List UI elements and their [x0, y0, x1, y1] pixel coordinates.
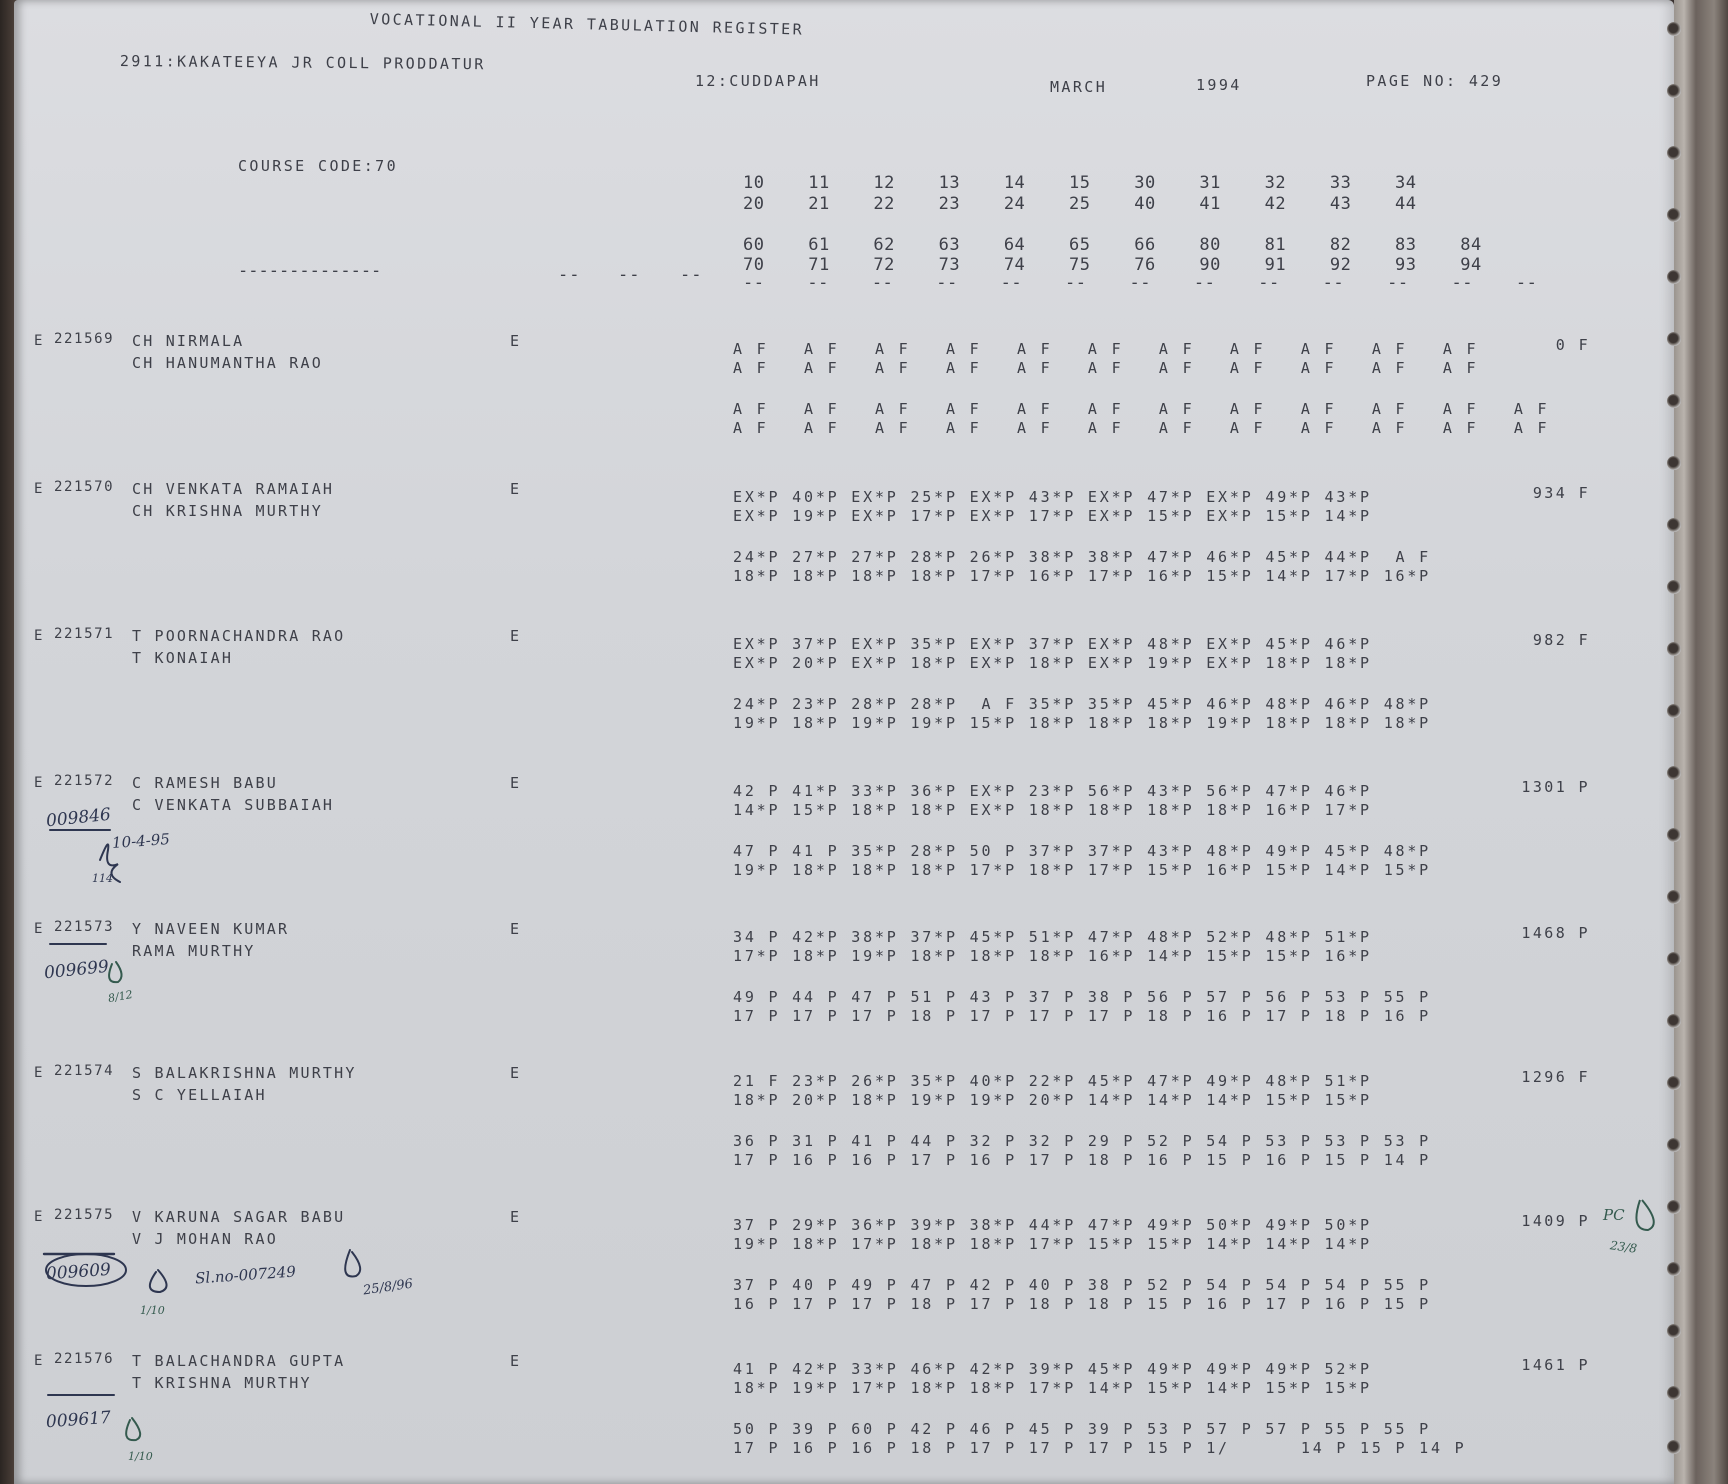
marks-line-3: 36 P 31 P 41 P 44 P 32 P 32 P 29 P 52 P 54 P 53 P 53 P 53 P: [733, 1132, 1432, 1150]
marks-line-3: 37 P 40 P 49 P 47 P 42 P 40 P 38 P 52 P 54 P 54 P 54 P 55 P: [733, 1276, 1432, 1294]
total-result: 934 F: [1532, 484, 1590, 502]
medium-code: E: [510, 1208, 522, 1226]
student-name: Y NAVEEN KUMAR: [132, 920, 290, 938]
marks-line-3: A F A F A F A F A F A F A F A F A F A F A F A F: [733, 400, 1550, 418]
handwritten-serial: 009609: [45, 1259, 112, 1285]
parent-name: T KONAIAH: [132, 649, 234, 667]
marks-line-3: 24*P 27*P 27*P 28*P 26*P 38*P 38*P 47*P 46*P 45*P 44*P A F: [733, 548, 1432, 566]
hall-ticket-number: 221576: [54, 1351, 115, 1367]
row-prefix: E: [34, 1209, 45, 1225]
column-codes-row4: 70 71 72 73 74 75 76 90 91 92 93 94: [743, 255, 1482, 275]
handwritten-date: 23/8: [1609, 1238, 1638, 1256]
signature-stroke: [345, 1250, 360, 1276]
total-result: 982 F: [1532, 631, 1590, 649]
exam-year: 1994: [1196, 76, 1242, 94]
medium-code: E: [510, 1064, 522, 1082]
signature-stroke: [150, 1270, 167, 1292]
marks-line-2: 14*P 15*P 18*P 18*P EX*P 18*P 18*P 18*P 18*P 16*P 17*P: [733, 801, 1372, 819]
marks-line-2: 19*P 18*P 17*P 18*P 18*P 17*P 15*P 15*P 14*P 14*P 14*P: [733, 1235, 1372, 1253]
marks-line-3: 50 P 39 P 60 P 42 P 46 P 45 P 39 P 53 P 57 P 57 P 55 P 55 P: [733, 1420, 1432, 1438]
marks-line-1: A F A F A F A F A F A F A F A F A F A F A F: [733, 340, 1479, 358]
row-prefix: E: [34, 1065, 45, 1081]
row-prefix: E: [34, 481, 45, 497]
handwritten-mark: 8/12: [107, 987, 134, 1006]
medium-code: E: [510, 774, 522, 792]
column-codes-row1: 10 11 12 13 14 15 30 31 32 33 34: [743, 173, 1417, 193]
parent-name: S C YELLAIAH: [132, 1086, 267, 1104]
medium-code: E: [510, 480, 522, 498]
medium-code: E: [510, 920, 522, 938]
total-result: 1468 P: [1521, 924, 1590, 942]
hall-ticket-number: 221574: [54, 1063, 115, 1079]
register-title: VOCATIONAL II YEAR TABULATION REGISTER: [369, 10, 805, 39]
marks-line-1: EX*P 37*P EX*P 35*P EX*P 37*P EX*P 48*P EX*P 45*P 46*P: [733, 635, 1372, 653]
marks-line-4: 18*P 18*P 18*P 18*P 17*P 16*P 17*P 16*P 15*P 14*P 17*P 16*P: [733, 567, 1432, 585]
handwritten-mark: 1/10: [128, 1450, 153, 1463]
parent-name: C VENKATA SUBBAIAH: [132, 796, 335, 814]
signature-stroke: [1636, 1200, 1653, 1230]
marks-line-2: 18*P 20*P 18*P 19*P 19*P 20*P 14*P 14*P 14*P 15*P 15*P: [733, 1091, 1372, 1109]
handwritten-serial: 009699: [43, 956, 110, 984]
college-name: 2911:KAKATEEYA JR COLL PRODDATUR: [119, 52, 486, 74]
page-number: PAGE NO: 429: [1366, 72, 1504, 90]
total-result: 1409 P: [1521, 1212, 1590, 1230]
parent-name: CH HANUMANTHA RAO: [132, 354, 323, 372]
marks-line-1: 21 F 23*P 26*P 35*P 40*P 22*P 45*P 47*P 49*P 48*P 51*P: [733, 1072, 1372, 1090]
marks-line-1: 37 P 29*P 36*P 39*P 38*P 44*P 47*P 49*P 50*P 49*P 50*P: [733, 1216, 1372, 1234]
hall-ticket-number: 221575: [54, 1207, 115, 1223]
parent-name: CH KRISHNA MURTHY: [132, 502, 323, 520]
student-name: V KARUNA SAGAR BABU: [132, 1208, 346, 1226]
row-prefix: E: [34, 775, 45, 791]
signature-stroke: [126, 1418, 140, 1440]
marks-line-2: EX*P 20*P EX*P 18*P EX*P 18*P EX*P 19*P EX*P 18*P 18*P: [733, 654, 1372, 672]
hall-ticket-number: 221569: [54, 331, 115, 347]
marks-line-1: EX*P 40*P EX*P 25*P EX*P 43*P EX*P 47*P EX*P 49*P 43*P: [733, 488, 1372, 506]
hall-ticket-number: 221571: [54, 626, 115, 642]
marks-line-2: A F A F A F A F A F A F A F A F A F A F A F: [733, 359, 1479, 377]
parent-name: V J MOHAN RAO: [132, 1230, 278, 1248]
hall-ticket-number: 221573: [54, 919, 115, 935]
marks-line-2: 18*P 19*P 17*P 18*P 18*P 17*P 14*P 15*P 14*P 15*P 15*P: [733, 1379, 1372, 1397]
handwritten-date: 25/8/96: [362, 1276, 414, 1299]
marks-line-2: 17*P 18*P 19*P 18*P 18*P 18*P 16*P 14*P 15*P 15*P 16*P: [733, 947, 1372, 965]
total-result: 1301 P: [1521, 778, 1590, 796]
exam-month: MARCH: [1050, 78, 1108, 96]
handwritten-mark: 114: [92, 872, 113, 885]
row-prefix: E: [34, 1353, 45, 1369]
marks-line-1: 34 P 42*P 38*P 37*P 45*P 51*P 47*P 48*P 52*P 48*P 51*P: [733, 928, 1372, 946]
handwritten-slno: Sl.no-007249: [194, 1262, 297, 1288]
hall-ticket-number: 221570: [54, 479, 115, 495]
student-name: CH VENKATA RAMAIAH: [132, 480, 335, 498]
student-name: S BALAKRISHNA MURTHY: [132, 1064, 357, 1082]
signature-stroke: [109, 962, 121, 982]
medium-code: E: [510, 627, 522, 645]
medium-code: E: [510, 332, 522, 350]
row-prefix: E: [34, 921, 45, 937]
column-codes-row2: 20 21 22 23 24 25 40 41 42 43 44: [743, 194, 1417, 214]
student-name: T POORNACHANDRA RAO: [132, 627, 346, 645]
parent-name: RAMA MURTHY: [132, 942, 256, 960]
medium-code: E: [510, 1352, 522, 1370]
header-rule-short: --: [618, 265, 641, 285]
hall-ticket-number: 221572: [54, 773, 115, 789]
handwritten-date: 10-4-95: [111, 830, 171, 852]
total-result: 0 F: [1555, 336, 1590, 354]
handwritten-serial: 009617: [45, 1407, 112, 1433]
marks-line-4: A F A F A F A F A F A F A F A F A F A F A F A F: [733, 419, 1550, 437]
header-rule-short: --: [558, 265, 581, 285]
handwritten-initials: PC: [1603, 1206, 1625, 1224]
handwritten-serial: 009846: [45, 804, 112, 832]
district-name: 12:CUDDAPAH: [695, 72, 821, 90]
column-codes-row3: 60 61 62 63 64 65 66 80 81 82 83 84: [743, 235, 1482, 255]
marks-line-1: 42 P 41*P 33*P 36*P EX*P 23*P 56*P 43*P 56*P 47*P 46*P: [733, 782, 1372, 800]
marks-line-4: 17 P 16 P 16 P 17 P 16 P 17 P 18 P 16 P 15 P 16 P 15 P 14 P: [733, 1151, 1432, 1169]
header-rule-short: --: [680, 265, 703, 285]
marks-line-4: 17 P 16 P 16 P 18 P 17 P 17 P 17 P 15 P 1/ 14 P 15 P 14 P: [733, 1439, 1467, 1457]
handwritten-mark: 1/10: [140, 1304, 165, 1317]
marks-line-4: 19*P 18*P 19*P 19*P 15*P 18*P 18*P 18*P 19*P 18*P 18*P 18*P: [733, 714, 1432, 732]
marks-line-4: 16 P 17 P 17 P 18 P 17 P 18 P 18 P 15 P 16 P 17 P 16 P 15 P: [733, 1295, 1432, 1313]
marks-line-4: 17 P 17 P 17 P 18 P 17 P 17 P 17 P 18 P 16 P 17 P 18 P 16 P: [733, 1007, 1432, 1025]
total-result: 1296 F: [1521, 1068, 1590, 1086]
student-name: C RAMESH BABU: [132, 774, 278, 792]
marks-line-1: 41 P 42*P 33*P 46*P 42*P 39*P 45*P 49*P 49*P 49*P 52*P: [733, 1360, 1372, 1378]
marks-line-3: 47 P 41 P 35*P 28*P 50 P 37*P 37*P 43*P 48*P 49*P 45*P 48*P: [733, 842, 1432, 860]
header-rule: --------------: [238, 261, 382, 281]
course-code: COURSE CODE:70: [238, 157, 399, 175]
marks-line-2: EX*P 19*P EX*P 17*P EX*P 17*P EX*P 15*P EX*P 15*P 14*P: [733, 507, 1372, 525]
signature-stroke: [100, 844, 120, 882]
student-name: T BALACHANDRA GUPTA: [132, 1352, 346, 1370]
marks-line-3: 49 P 44 P 47 P 51 P 43 P 37 P 38 P 56 P 57 P 56 P 53 P 55 P: [733, 988, 1432, 1006]
marks-line-3: 24*P 23*P 28*P 28*P A F 35*P 35*P 45*P 46*P 48*P 46*P 48*P: [733, 695, 1432, 713]
total-result: 1461 P: [1521, 1356, 1590, 1374]
row-prefix: E: [34, 333, 45, 349]
circle-stroke: [46, 1254, 126, 1286]
column-rules: -- -- -- -- -- -- -- -- -- -- -- -- --: [743, 273, 1538, 293]
marks-line-4: 19*P 18*P 18*P 18*P 17*P 18*P 17*P 15*P 16*P 15*P 14*P 15*P: [733, 861, 1432, 879]
parent-name: T KRISHNA MURTHY: [132, 1374, 312, 1392]
row-prefix: E: [34, 628, 45, 644]
student-name: CH NIRMALA: [132, 332, 245, 350]
